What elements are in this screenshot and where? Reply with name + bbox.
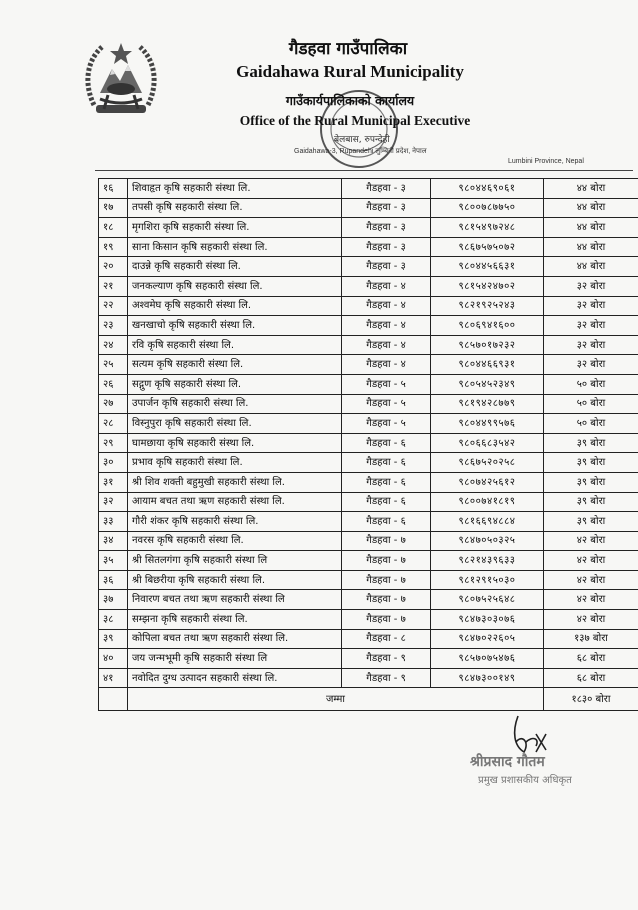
serial-number-cell: ४० — [99, 649, 128, 669]
quantity-cell: ३२ बोरा — [544, 335, 638, 355]
serial-number-cell: ४१ — [99, 668, 128, 688]
quantity-cell: ३९ बोरा — [544, 492, 638, 512]
phone-number-cell: ९८०७४२५६१२ — [431, 472, 544, 492]
table-row — [99, 355, 638, 375]
table-row — [99, 453, 638, 473]
serial-number-cell: २८ — [99, 414, 128, 434]
phone-number-cell: ९८४७३०३०७६ — [431, 610, 544, 630]
phone-number-cell: ९८१२९१५०३० — [431, 570, 544, 590]
quantity-cell: ४२ बोरा — [544, 590, 638, 610]
organization-name-cell: तपसी कृषि सहकारी संस्था लि. — [128, 198, 342, 218]
phone-number-cell: ९८१६६९४८८४ — [431, 512, 544, 532]
organization-name-cell: निवारण बचत तथा ऋण सहकारी संस्था लि — [128, 590, 342, 610]
phone-number-cell: ९८०७५२५६४८ — [431, 590, 544, 610]
serial-number-cell: २३ — [99, 316, 128, 336]
serial-number-cell: २९ — [99, 433, 128, 453]
phone-number-cell: ९८५७०७५४७६ — [431, 649, 544, 669]
table-row — [99, 198, 638, 218]
organization-name-cell: प्रभाव कृषि सहकारी संस्था लि. — [128, 453, 342, 473]
office-name-english: Office of the Rural Municipal Executive — [239, 113, 471, 128]
address-cell: गैडहवा - ६ — [342, 512, 431, 532]
quantity-cell: ३२ बोरा — [544, 276, 638, 296]
table-row — [99, 610, 638, 630]
address-cell: गैडहवा - ३ — [342, 237, 431, 257]
address-cell: गैडहवा - ८ — [342, 629, 431, 649]
organization-name-cell: दाउन्ने कृषि सहकारी संस्था लि. — [128, 257, 342, 277]
phone-number-cell: ९८००७८७७५० — [431, 198, 544, 218]
serial-number-cell: ३१ — [99, 472, 128, 492]
total-row — [99, 688, 638, 711]
phone-number-cell: ९८०६९४१६०० — [431, 316, 544, 336]
organization-name-cell: जय जन्मभूमी कृषि सहकारी संस्था लि — [128, 649, 342, 669]
phone-number-cell: ९८१५४९७२४८ — [431, 218, 544, 238]
address-cell: गैडहवा - ४ — [342, 276, 431, 296]
organization-name-cell: विस्नुपुरा कृषि सहकारी संस्था लि. — [128, 414, 342, 434]
serial-number-cell: २७ — [99, 394, 128, 414]
table-row — [99, 276, 638, 296]
quantity-cell: ३९ बोरा — [544, 472, 638, 492]
phone-number-cell: ९८०४४६६९३१ — [431, 355, 544, 375]
phone-number-cell: ९८२१९२५२४३ — [431, 296, 544, 316]
address-cell: गैडहवा - ३ — [342, 218, 431, 238]
organization-name-cell: नवरस कृषि सहकारी संस्था लि. — [128, 531, 342, 551]
table-row — [99, 570, 638, 590]
quantity-cell: ५० बोरा — [544, 394, 638, 414]
total-label: जम्मा — [128, 688, 544, 711]
serial-number-cell: २१ — [99, 276, 128, 296]
phone-number-cell: ९८६७५२०२५८ — [431, 453, 544, 473]
serial-number-cell: ३६ — [99, 570, 128, 590]
phone-number-cell: ९८१५४२४७०२ — [431, 276, 544, 296]
organization-name-cell: जनकल्याण कृषि सहकारी संस्था लि. — [128, 276, 342, 296]
phone-number-cell: ९८४७३००१४९ — [431, 668, 544, 688]
quantity-cell: ४४ बोरा — [544, 198, 638, 218]
table-row — [99, 433, 638, 453]
address-cell: गैडहवा - ६ — [342, 453, 431, 473]
table-row — [99, 551, 638, 571]
serial-number-cell: ३९ — [99, 629, 128, 649]
organization-name-cell: खनखाचो कृषि सहकारी संस्था लि. — [128, 316, 342, 336]
quantity-cell: ३९ बोरा — [544, 433, 638, 453]
table-row — [99, 629, 638, 649]
table-row — [99, 374, 638, 394]
quantity-cell: ४४ बोरा — [544, 179, 638, 199]
serial-number-cell: ३३ — [99, 512, 128, 532]
seal-text: बेलबास, रुपन्देही — [334, 135, 390, 145]
organization-name-cell: शिवाहृत कृषि सहकारी संस्था लि. — [128, 179, 342, 199]
serial-number-cell: २२ — [99, 296, 128, 316]
table-row — [99, 257, 638, 277]
address-cell: गैडहवा - ७ — [342, 590, 431, 610]
organization-name-cell: श्री शिव शक्ती बहुमुखी सहकारी संस्था लि. — [128, 472, 342, 492]
organization-name-cell: सत्यम कृषि सहकारी संस्था लि. — [128, 355, 342, 375]
quantity-cell: ४४ बोरा — [544, 257, 638, 277]
quantity-cell: ४२ बोरा — [544, 531, 638, 551]
quantity-cell: ५० बोरा — [544, 414, 638, 434]
organization-name-cell: सम्झना कृषि सहकारी संस्था लि. — [128, 610, 342, 630]
phone-number-cell: ९८२१४३९६३३ — [431, 551, 544, 571]
letterhead — [0, 0, 638, 170]
serial-number-cell: २० — [99, 257, 128, 277]
quantity-cell: ४२ बोरा — [544, 570, 638, 590]
organization-name-cell: अश्वमेघ कृषि सहकारी संस्था लि. — [128, 296, 342, 316]
table-row — [99, 414, 638, 434]
organization-name-cell: कोपिला बचत तथा ऋण सहकारी संस्था लि. — [128, 629, 342, 649]
serial-number-cell: १८ — [99, 218, 128, 238]
quantity-cell: ५० बोरा — [544, 374, 638, 394]
organization-name-cell: रवि कृषि सहकारी संस्था लि. — [128, 335, 342, 355]
address-cell: गैडहवा - ७ — [342, 551, 431, 571]
phone-number-cell: ९८४७०५०३२५ — [431, 531, 544, 551]
serial-number-cell: २६ — [99, 374, 128, 394]
organization-name-cell: श्री सितलगंगा कृषि सहकारी संस्था लि — [128, 551, 342, 571]
organization-name-cell: मृगशिरा कृषि सहकारी संस्था लि. — [128, 218, 342, 238]
table-row — [99, 335, 638, 355]
organization-name-cell: नवोदित दुग्ध उत्पादन सहकारी संस्था लि. — [128, 668, 342, 688]
phone-number-cell: ९८०४४६९०६१ — [431, 179, 544, 199]
address-cell: गैडहवा - ७ — [342, 531, 431, 551]
phone-number-cell: ९८५७०१७२३२ — [431, 335, 544, 355]
table-row — [99, 316, 638, 336]
table-row — [99, 512, 638, 532]
table-row — [99, 218, 638, 238]
address-cell: गैडहवा - ४ — [342, 296, 431, 316]
table-row — [99, 492, 638, 512]
table-row — [99, 179, 638, 199]
phone-number-cell: ९८१९४२८७७९ — [431, 394, 544, 414]
address-right: Lumbini Province, Nepal — [508, 158, 584, 165]
serial-number-cell: २५ — [99, 355, 128, 375]
address-cell: गैडहवा - ६ — [342, 492, 431, 512]
organization-name-cell: गौरी शंकर कृषि सहकारी संस्था लि. — [128, 512, 342, 532]
serial-number-cell: ३७ — [99, 590, 128, 610]
quantity-cell: ४२ बोरा — [544, 551, 638, 571]
address-cell: गैडहवा - ३ — [342, 257, 431, 277]
quantity-cell: ४४ बोरा — [544, 218, 638, 238]
nepal-emblem-icon — [80, 35, 162, 123]
table-row — [99, 296, 638, 316]
serial-number-cell: ३५ — [99, 551, 128, 571]
organization-name-cell: साना किसान कृषि सहकारी संस्था लि. — [128, 237, 342, 257]
serial-number-cell: ३० — [99, 453, 128, 473]
phone-number-cell: ९८०६६८३५४२ — [431, 433, 544, 453]
address-cell: गैडहवा - ५ — [342, 414, 431, 434]
quantity-cell: ६८ बोरा — [544, 668, 638, 688]
office-name-nepali: गाउँकार्यपालिकाको कार्यालय — [285, 93, 415, 108]
organization-name-cell: श्री बिछरीया कृषि सहकारी संस्था लि. — [128, 570, 342, 590]
phone-number-cell: ९८०५४५२३४९ — [431, 374, 544, 394]
table-row — [99, 531, 638, 551]
serial-number-cell: ३८ — [99, 610, 128, 630]
address-cell: गैडहवा - ६ — [342, 472, 431, 492]
quantity-cell: ३९ बोरा — [544, 453, 638, 473]
serial-number-cell: ३४ — [99, 531, 128, 551]
table-row — [99, 237, 638, 257]
address-cell: गैडहवा - ३ — [342, 198, 431, 218]
municipality-title-english: Gaidahawa Rural Municipality — [236, 62, 464, 81]
quantity-cell: ४२ बोरा — [544, 610, 638, 630]
table-row — [99, 649, 638, 669]
address-cell: गैडहवा - ७ — [342, 610, 431, 630]
organization-name-cell: सद्गुण कृषि सहकारी संस्था लि. — [128, 374, 342, 394]
organization-name-cell: आयाम बचत तथा ऋण सहकारी संस्था लि. — [128, 492, 342, 512]
table-row — [99, 590, 638, 610]
phone-number-cell: ९८६७५७५०७२ — [431, 237, 544, 257]
table-row — [99, 668, 638, 688]
address-cell: गैडहवा - ४ — [342, 335, 431, 355]
serial-number-cell: ३२ — [99, 492, 128, 512]
signatory-title: प्रमुख प्रशासकीय अधिकृत — [478, 775, 572, 786]
table-row — [99, 472, 638, 492]
municipality-title-nepali: गैडहवा गाउँपालिका — [288, 39, 408, 59]
quantity-cell: ३२ बोरा — [544, 316, 638, 336]
phone-number-cell: ९८०४४९९५७६ — [431, 414, 544, 434]
distribution-table — [98, 178, 638, 711]
total-quantity: १८३० बोरा — [544, 688, 638, 711]
address-cell: गैडहवा - ४ — [342, 355, 431, 375]
serial-number-cell: १६ — [99, 179, 128, 199]
address-cell: गैडहवा - ९ — [342, 668, 431, 688]
address-cell: गैडहवा - ५ — [342, 394, 431, 414]
organization-name-cell: उपार्जन कृषि सहकारी संस्था लि. — [128, 394, 342, 414]
signatory-name: श्रीप्रसाद गौतम — [470, 754, 545, 770]
table-row — [99, 394, 638, 414]
address-cell: गैडहवा - ५ — [342, 374, 431, 394]
serial-number-cell: १७ — [99, 198, 128, 218]
phone-number-cell: ९८००७४१८१९ — [431, 492, 544, 512]
phone-number-cell: ९८४७०२२६०५ — [431, 629, 544, 649]
address-cell: गैडहवा - ३ — [342, 179, 431, 199]
quantity-cell: ३२ बोरा — [544, 296, 638, 316]
total-sn-cell — [99, 688, 128, 711]
address-cell: गैडहवा - ६ — [342, 433, 431, 453]
address-cell: गैडहवा - ९ — [342, 649, 431, 669]
phone-number-cell: ९८०४४५६६३१ — [431, 257, 544, 277]
quantity-cell: ३९ बोरा — [544, 512, 638, 532]
serial-number-cell: २४ — [99, 335, 128, 355]
organization-name-cell: घामछाया कृषि सहकारी संस्था लि. — [128, 433, 342, 453]
quantity-cell: ६८ बोरा — [544, 649, 638, 669]
address-cell: गैडहवा - ४ — [342, 316, 431, 336]
header-divider — [95, 170, 633, 171]
address-left: Gaidahawa-3, Rupandehi लुम्बिनी प्रदेश, नेपाल — [294, 148, 427, 155]
quantity-cell: ३२ बोरा — [544, 355, 638, 375]
distribution-table-body — [99, 179, 638, 688]
quantity-cell: ४४ बोरा — [544, 237, 638, 257]
address-cell: गैडहवा - ७ — [342, 570, 431, 590]
serial-number-cell: १९ — [99, 237, 128, 257]
quantity-cell: १३७ बोरा — [544, 629, 638, 649]
